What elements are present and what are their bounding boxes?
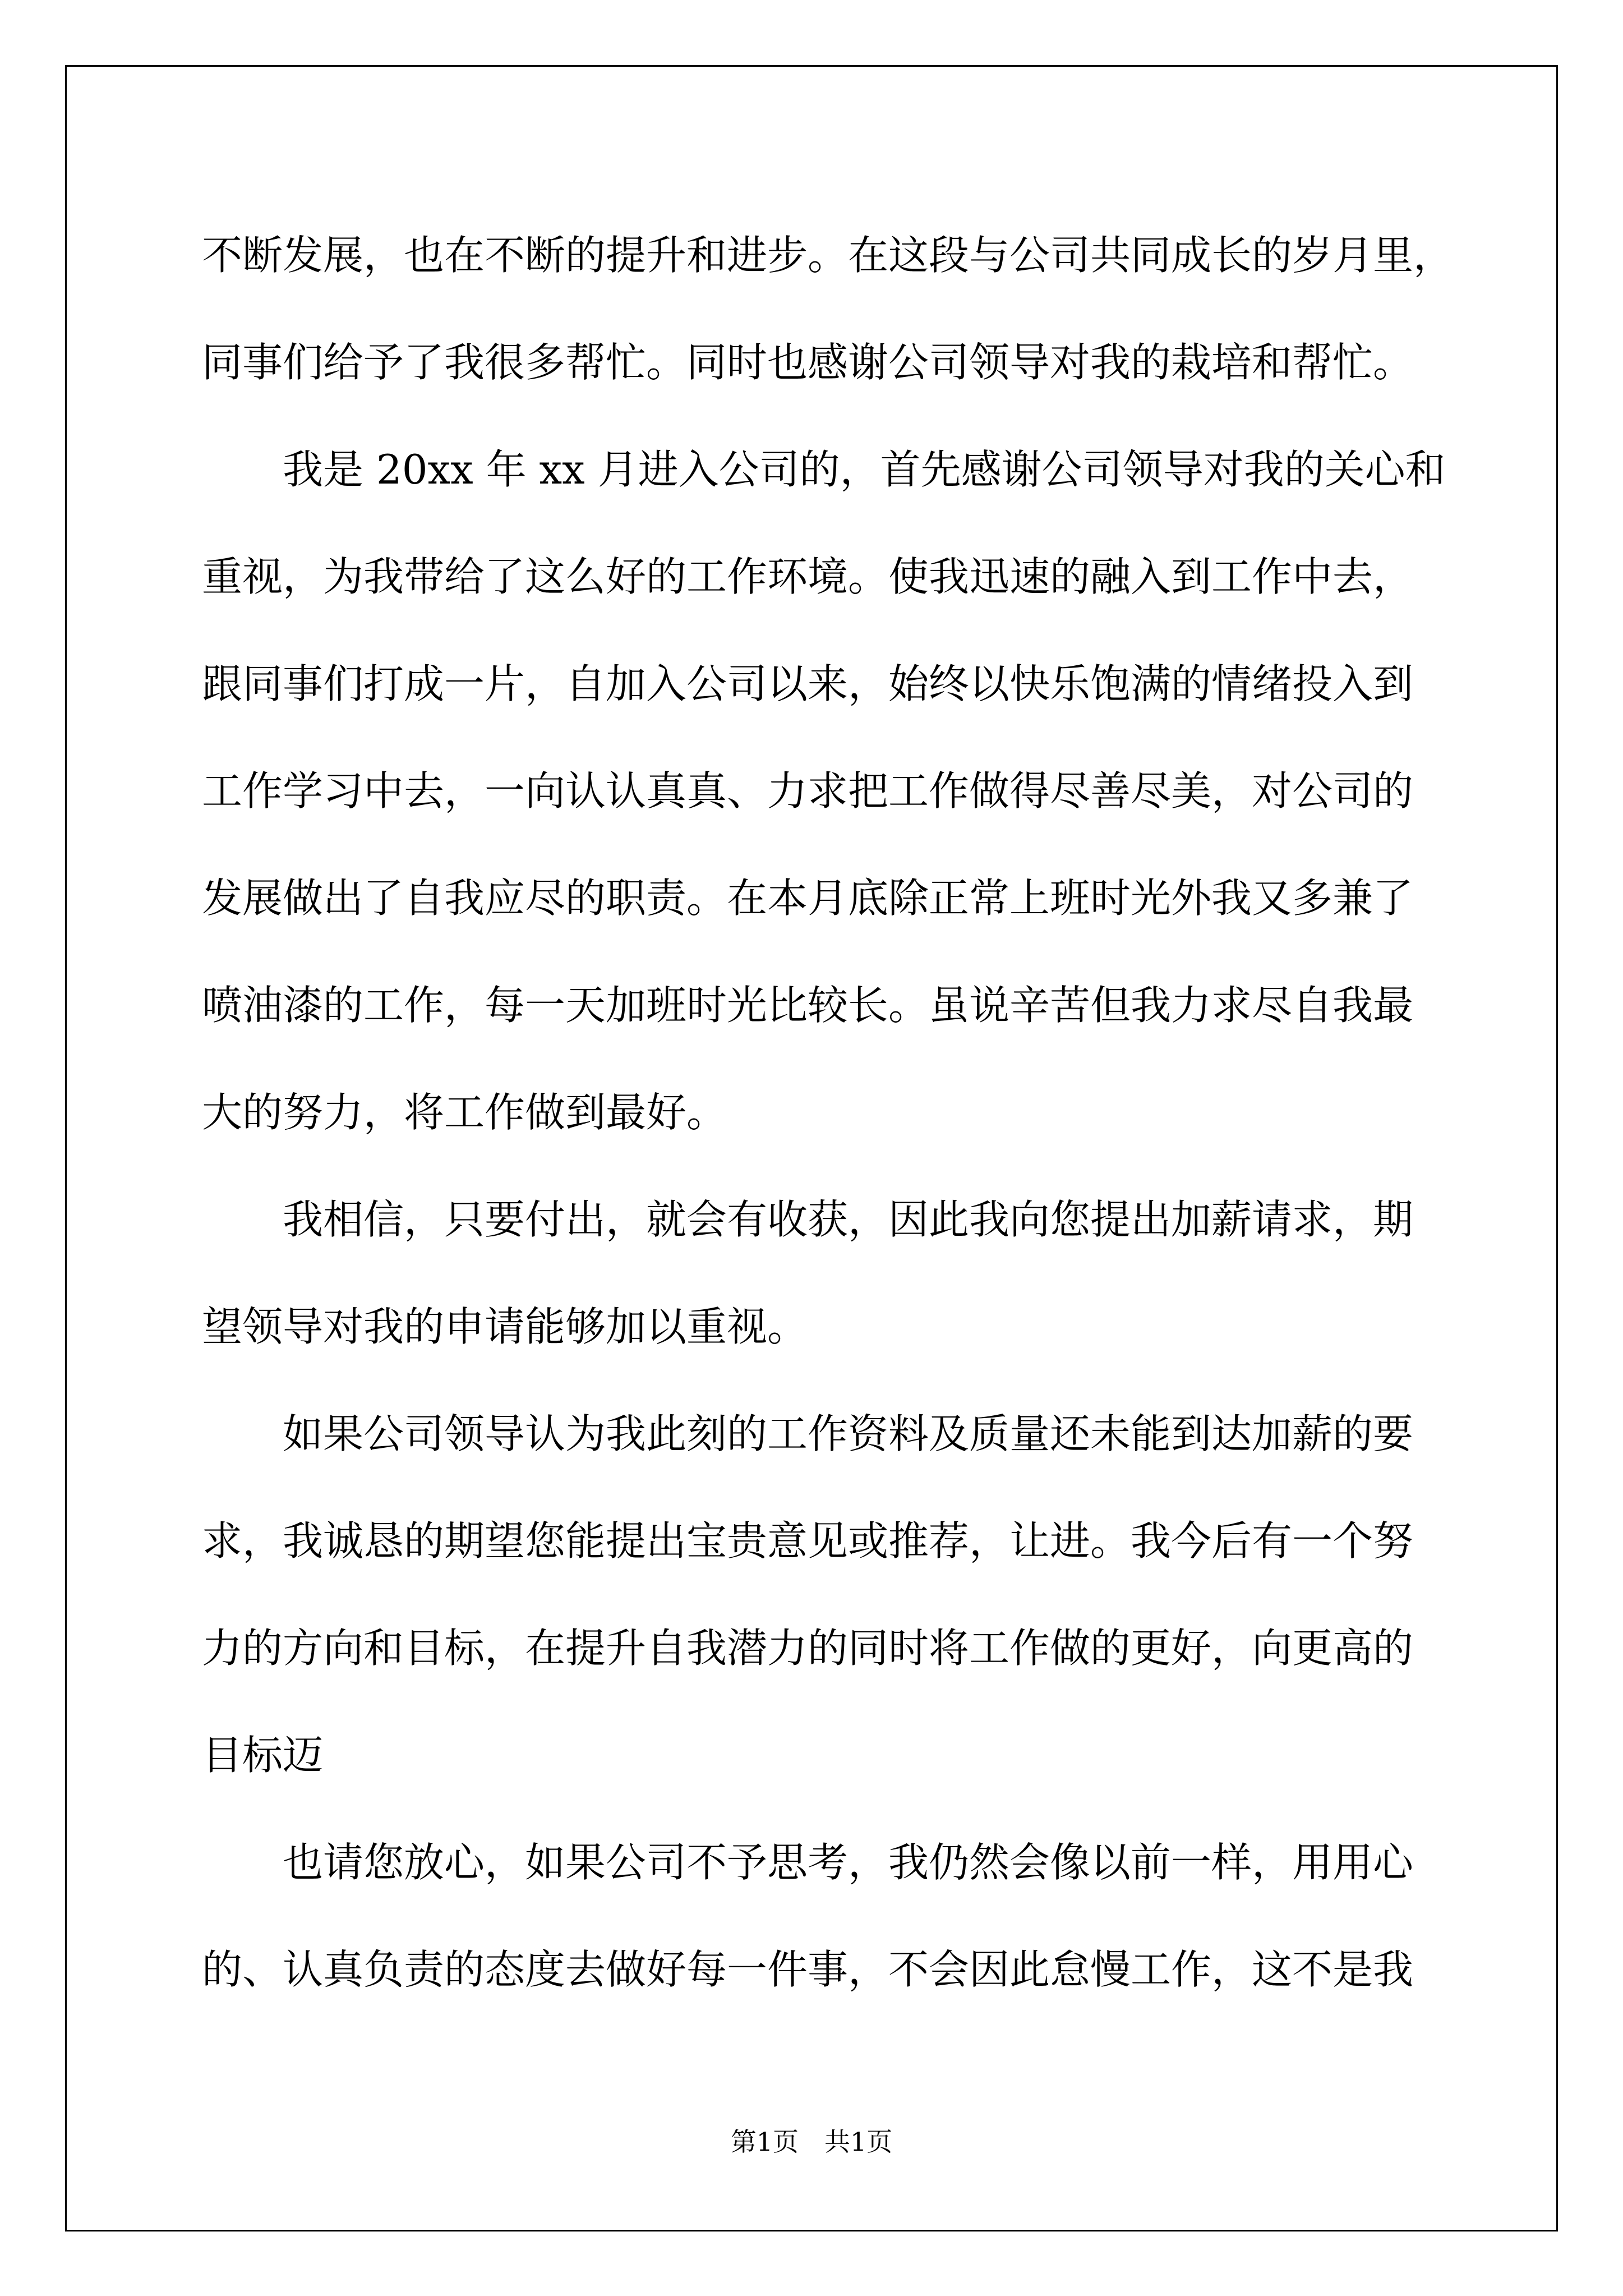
paragraph-start-line: 我是 20xx 年 xx 月进入公司的，首先感谢公司领导对我的关心和 (283, 446, 1446, 493)
text-line: 喷油漆的工作，每一天加班时光比较长。虽说辛苦但我力求尽自我最 (202, 982, 1414, 1029)
text-line: 工作学习中去，一向认认真真、力求把工作做得尽善尽美，对公司的 (202, 767, 1414, 815)
paragraph-start-line: 也请您放心，如果公司不予思考，我仍然会像以前一样，用用心 (283, 1839, 1414, 1886)
text-line: 重视，为我带给了这么好的工作环境。使我迅速的融入到工作中去， (202, 553, 1414, 600)
text-line: 力的方向和目标，在提升自我潜力的同时将工作做的更好，向更高的 (202, 1625, 1414, 1672)
text-line: 发展做出了自我应尽的职责。在本月底除正常上班时光外我又多兼了 (202, 875, 1414, 922)
text-line: 的、认真负责的态度去做好每一件事，不会因此怠慢工作，这不是我 (202, 1946, 1414, 1993)
text-line: 跟同事们打成一片，自加入公司以来，始终以快乐饱满的情绪投入到 (202, 660, 1414, 707)
paragraph-start-line: 如果公司领导认为我此刻的工作资料及质量还未能到达加薪的要 (283, 1410, 1414, 1457)
text-line: 目标迈 (202, 1732, 324, 1779)
paragraph-start-line: 我相信，只要付出，就会有收获，因此我向您提出加薪请求，期 (283, 1196, 1414, 1243)
text-line: 望领导对我的申请能够加以重视。 (202, 1303, 808, 1350)
text-line: 同事们给予了我很多帮忙。同时也感谢公司领导对我的栽培和帮忙。 (202, 339, 1414, 386)
text-line: 求，我诚恳的期望您能提出宝贵意见或推荐，让进。我今后有一个努 (202, 1517, 1414, 1565)
text-line: 大的努力，将工作做到最好。 (202, 1089, 727, 1136)
page-number-footer: 第1页 共1页 (730, 2127, 893, 2157)
document-body (202, 202, 1454, 2023)
text-line: 不断发展，也在不断的提升和进步。在这段与公司共同成长的岁月里， (202, 232, 1454, 279)
